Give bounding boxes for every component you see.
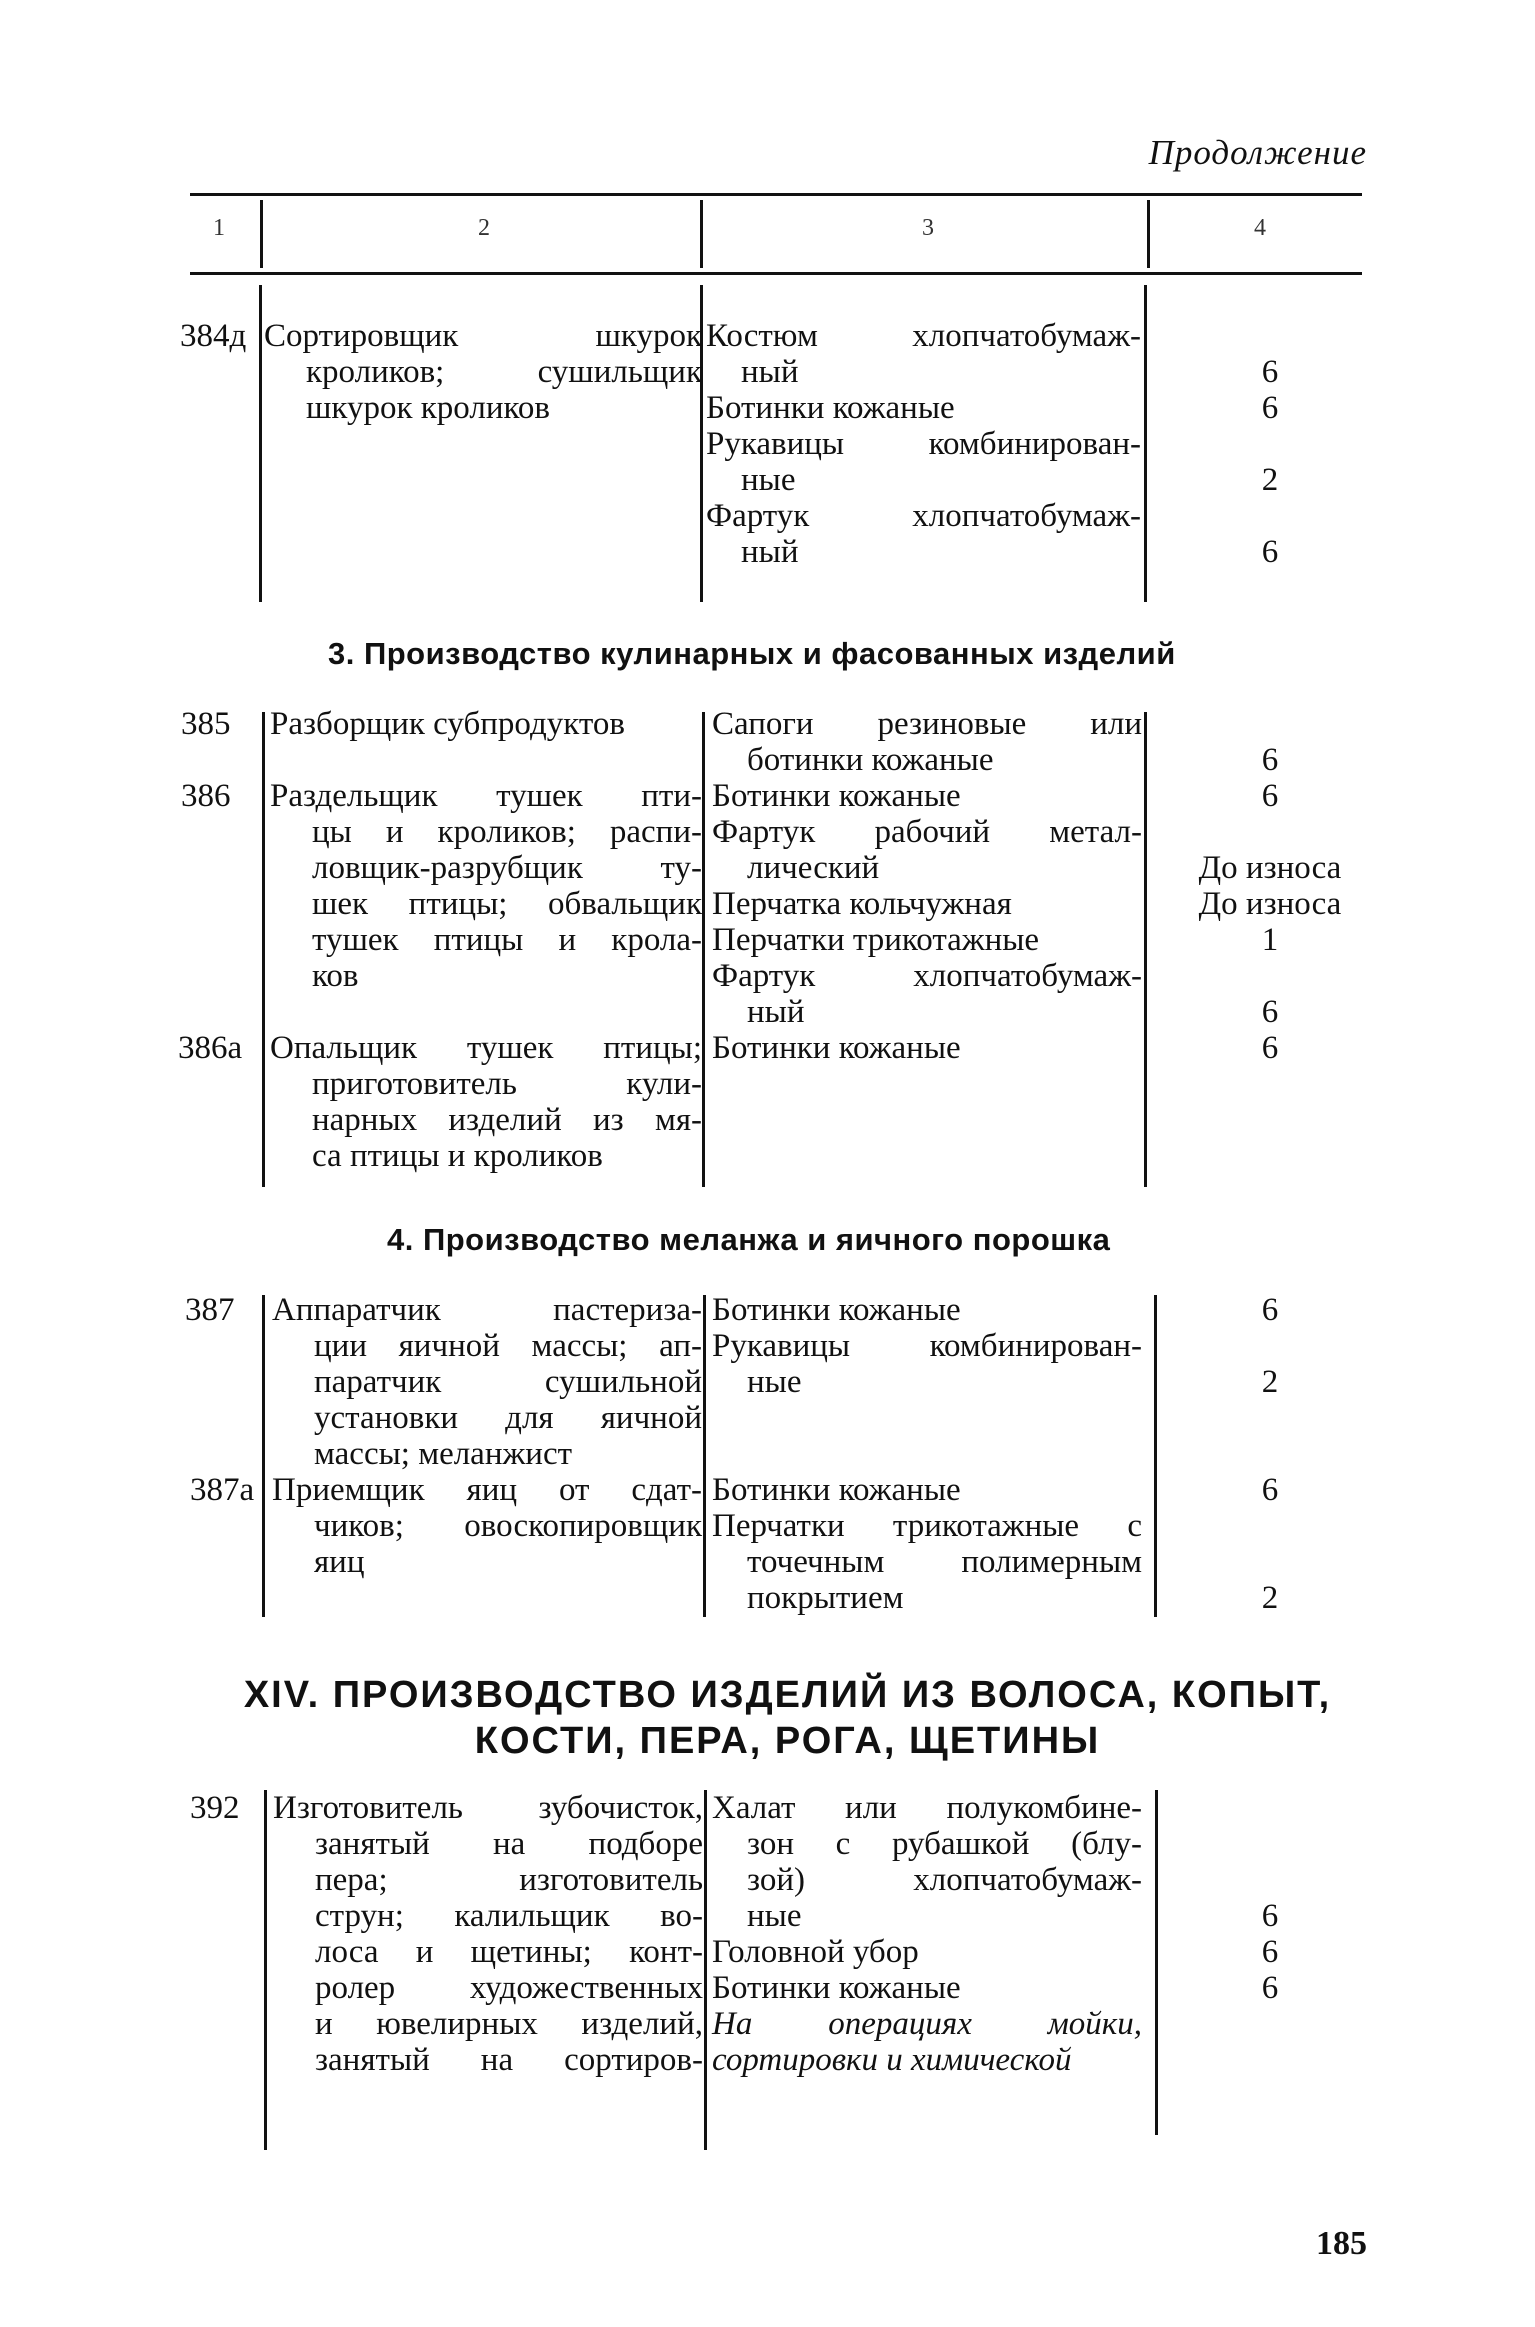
wear-term: 6 — [1261, 1898, 1279, 1934]
row-number: 387 — [185, 1292, 235, 1328]
wear-term: 6 — [1261, 354, 1279, 390]
row-number: 392 — [190, 1790, 240, 1826]
profession-text: лоса и щетины; конт- — [315, 1934, 703, 1970]
header-divider — [700, 200, 703, 268]
profession-text: ков — [312, 958, 359, 994]
item-text: ные — [747, 1364, 802, 1400]
item-text: точечным полимерным — [747, 1544, 1142, 1580]
header-divider — [1147, 200, 1150, 268]
profession-text: нарных изделий из мя- — [312, 1102, 702, 1138]
item-text: Ботинки кожаные — [712, 1472, 961, 1508]
column-rule — [264, 1790, 267, 2150]
item-text: зон с рубашкой (блу- — [747, 1826, 1142, 1862]
wear-term: 6 — [1261, 994, 1279, 1030]
wear-term: 6 — [1261, 1472, 1279, 1508]
profession-text: кроликов; сушильщик — [306, 354, 702, 390]
profession-text: паратчик сушильной — [314, 1364, 702, 1400]
profession-text: занятый на сортиров- — [315, 2042, 703, 2078]
item-text: Фартук рабочий метал- — [712, 814, 1142, 850]
item-text: зой) хлопчатобумаж- — [747, 1862, 1142, 1898]
header-divider — [260, 200, 263, 268]
profession-text: массы; меланжист — [314, 1436, 573, 1472]
item-text: Костюм хлопчатобумаж- — [706, 318, 1141, 354]
profession-text: пера; изготовитель — [315, 1862, 703, 1898]
wear-term: 2 — [1261, 462, 1279, 498]
row-number: 387а — [190, 1472, 255, 1508]
item-text: Перчатка кольчужная — [712, 886, 1012, 922]
row-number: 385 — [181, 706, 231, 742]
item-text: Халат или полукомбине- — [712, 1790, 1142, 1826]
item-text: лический — [747, 850, 880, 886]
column-rule — [704, 1790, 707, 2150]
profession-text: Изготовитель зубочисток, — [273, 1790, 703, 1826]
item-text: Ботинки кожаные — [712, 778, 961, 814]
running-head: Продолжение — [1148, 133, 1367, 172]
profession-text: ловщик-разрубщик ту- — [312, 850, 702, 886]
item-text: Ботинки кожаные — [712, 1292, 961, 1328]
section-heading: 4. Производство меланжа и яичного порошка — [387, 1222, 1111, 1257]
wear-term: 6 — [1261, 778, 1279, 814]
profession-text: и ювелирных изделий, — [315, 2006, 703, 2042]
column-rule — [1154, 1295, 1157, 1617]
item-text: Сапоги резиновые или — [712, 706, 1142, 742]
item-note: На операциях мойки, — [712, 2006, 1142, 2042]
item-text: Перчатки трикотажные с — [712, 1508, 1142, 1544]
item-text: ные — [741, 462, 796, 498]
item-text: Головной убор — [712, 1934, 919, 1970]
wear-term: 6 — [1261, 1970, 1279, 2006]
item-text: Фартук хлопчатобумаж- — [706, 498, 1141, 534]
column-rule — [702, 712, 705, 1187]
item-text: Фартук хлопчатобумаж- — [712, 958, 1142, 994]
item-text: Ботинки кожаные — [706, 390, 955, 426]
wear-term: До износа — [1198, 850, 1342, 886]
item-text: ный — [747, 994, 805, 1030]
profession-text: яиц — [314, 1544, 365, 1580]
item-text: ные — [747, 1898, 802, 1934]
column-rule — [262, 1295, 265, 1617]
profession-text: струн; калильщик во- — [315, 1898, 703, 1934]
profession-text: шек птицы; обвальщик — [312, 886, 702, 922]
profession-text: ролер художественных — [315, 1970, 703, 2006]
item-text: Ботинки кожаные — [712, 1970, 961, 2006]
wear-term: 6 — [1261, 534, 1279, 570]
item-text: Перчатки трикотажные — [712, 922, 1040, 958]
profession-text: Раздельщик тушек пти- — [270, 778, 702, 814]
header-col-3: 3 — [922, 215, 934, 241]
chapter-title-line-2: КОСТИ, ПЕРА, РОГА, ЩЕТИНЫ — [474, 1720, 1101, 1762]
profession-text: Приемщик яиц от сдат- — [272, 1472, 702, 1508]
row-number: 384д — [180, 318, 247, 354]
header-bottom-rule — [190, 272, 1362, 275]
wear-term: 6 — [1261, 390, 1279, 426]
item-note: сортировки и химической — [712, 2042, 1072, 2078]
item-text: ный — [741, 354, 799, 390]
column-rule — [262, 712, 265, 1187]
row-number: 386а — [178, 1030, 243, 1066]
profession-text: занятый на подборе — [315, 1826, 703, 1862]
header-col-4: 4 — [1254, 215, 1266, 241]
profession-text: приготовитель кули- — [312, 1066, 702, 1102]
profession-text: тушек птицы и крола- — [312, 922, 702, 958]
wear-term: 2 — [1261, 1580, 1279, 1616]
profession-text: Опальщик тушек птицы; — [270, 1030, 702, 1066]
wear-term: 6 — [1261, 742, 1279, 778]
profession-text: са птицы и кроликов — [312, 1138, 603, 1174]
wear-term: 6 — [1261, 1292, 1279, 1328]
wear-term: До износа — [1198, 886, 1342, 922]
column-rule — [259, 285, 262, 602]
header-top-rule — [190, 193, 1362, 196]
profession-text: установки для яичной — [314, 1400, 702, 1436]
section-heading: 3. Производство кулинарных и фасованных изделий — [328, 636, 1176, 671]
profession-text: шкурок кроликов — [306, 390, 550, 426]
header-col-2: 2 — [478, 215, 490, 241]
chapter-title-line-1: XIV. ПРОИЗВОДСТВО ИЗДЕЛИЙ ИЗ ВОЛОСА, КОПЫТ, — [243, 1674, 1332, 1716]
item-text: Ботинки кожаные — [712, 1030, 961, 1066]
profession-text: чиков; овоскопировщик — [314, 1508, 702, 1544]
header-col-1: 1 — [213, 215, 225, 241]
item-text: Рукавицы комбинирован- — [706, 426, 1141, 462]
item-text: ботинки кожаные — [747, 742, 994, 778]
wear-term: 6 — [1261, 1030, 1279, 1066]
row-number: 386 — [181, 778, 231, 814]
profession-text: Сортировщик шкурок — [264, 318, 702, 354]
item-text: Рукавицы комбинирован- — [712, 1328, 1142, 1364]
item-text: ный — [741, 534, 799, 570]
item-text: покрытием — [747, 1580, 904, 1616]
profession-text: цы и кроликов; распи- — [312, 814, 702, 850]
page-number: 185 — [1316, 2225, 1367, 2262]
wear-term: 2 — [1261, 1364, 1279, 1400]
profession-text: Разборщик субпродуктов — [270, 706, 625, 742]
profession-text: ции яичной массы; ап- — [314, 1328, 702, 1364]
profession-text: Аппаратчик пастериза- — [272, 1292, 702, 1328]
wear-term: 1 — [1261, 922, 1279, 958]
wear-term: 6 — [1261, 1934, 1279, 1970]
